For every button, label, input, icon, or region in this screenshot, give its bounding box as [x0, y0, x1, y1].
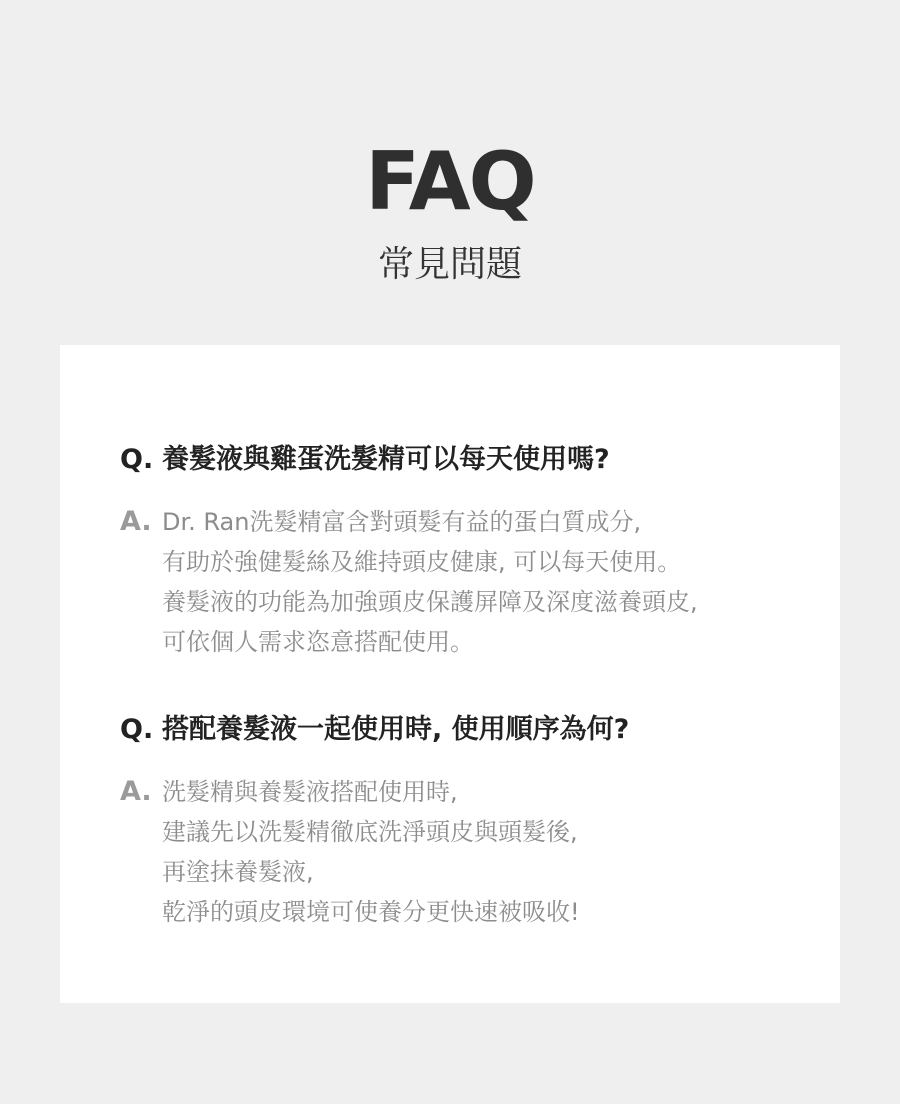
answer-text	[162, 772, 580, 932]
answer-line: 乾淨的頭皮環境可使養分更快速被吸收!	[162, 898, 580, 926]
page-subtitle: 常見問題	[377, 244, 522, 285]
faq-item	[120, 440, 800, 662]
answer-line: Dr. Ran洗髮精富含對頭髮有益的蛋白質成分,	[162, 508, 642, 536]
answer-marker: A.	[120, 776, 152, 807]
question-marker: Q.	[120, 714, 154, 745]
answer-line: 養髮液的功能為加強頭皮保護屏障及深度滋養頭皮,	[162, 588, 698, 616]
faq-header	[0, 0, 900, 345]
answer-line: 再塗抹養髮液,	[162, 858, 314, 886]
faq-answer	[120, 772, 800, 932]
faq-question	[120, 710, 800, 750]
question-text: 搭配養髮液一起使用時, 使用順序為何?	[162, 714, 630, 745]
faq-card	[60, 345, 840, 1003]
answer-text	[162, 502, 698, 662]
faq-item	[120, 710, 800, 932]
answer-line: 有助於強健髮絲及維持頭皮健康, 可以每天使用。	[162, 548, 682, 576]
answer-line: 建議先以洗髮精徹底洗淨頭皮與頭髮後,	[162, 818, 578, 846]
faq-answer	[120, 502, 800, 662]
faq-question	[120, 440, 800, 480]
question-text: 養髮液與雞蛋洗髮精可以每天使用嗎?	[162, 444, 610, 475]
answer-line: 可依個人需求恣意搭配使用。	[162, 628, 474, 656]
page-title: FAQ	[365, 135, 535, 228]
question-marker: Q.	[120, 444, 154, 475]
answer-marker: A.	[120, 506, 152, 537]
answer-line: 洗髮精與養髮液搭配使用時,	[162, 778, 458, 806]
